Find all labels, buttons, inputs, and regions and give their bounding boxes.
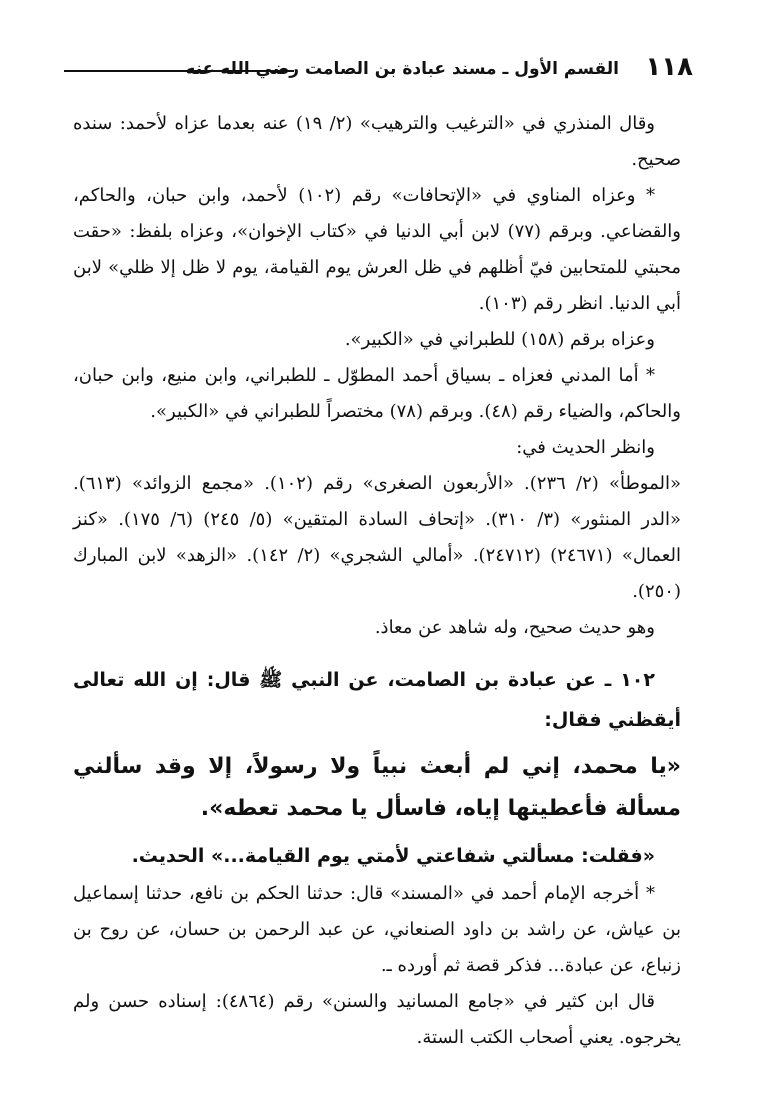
paragraph-madani: * أما المدني فعزاه ـ بسياق أحمد المطوّل ـ للطبراني، وابن منيع، وابن حبان، والحاكم، والضياء رقم (٤٨). وبرقم (٧٨) مختصراً للطبراني في «الكبير». <box>73 365 681 422</box>
paragraph-mundhiri: وقال المنذري في «الترغيب والترهيب» (٢/ ١٩) عنه بعدما عزاه لأحمد: سنده صحيح. <box>73 113 681 170</box>
paragraph-references: «الموطأ» (٢/ ٢٣٦). «الأربعون الصغرى» رقم (١٠٢). «مجمع الزوائد» (٦١٣). «الدر المنثور» (٣/ ٣١٠). «إتحاف السادة المتقين» (٥/ ٢٤٥) (٦/ ١٧٥). «كنز العمال» (٢٤٦٧١) (٢٤٧١٢). «أمالي الشجري» (٢/ ١٤٢). «الزهد» لابن المبارك (٢٥٠). <box>73 473 681 602</box>
paragraph-see-also: وانظر الحديث في: <box>516 437 655 458</box>
header-rule <box>64 70 294 72</box>
running-title: القسم الأول ـ مسند عبادة بن الصامت رضي الله عنه <box>185 59 619 79</box>
section-gap <box>73 646 681 660</box>
page-number: ١١٨ <box>645 52 693 82</box>
hadith-quote: «يا محمد، إني لم أبعث نبياً ولا رسولاً، إلا وقد سألني مسألة فأعطيتها إياه، فاسأل يا محمد تعطه». <box>73 754 681 821</box>
hadith-reply: «فقلت: مسألتي شفاعتي لأمتي يوم القيامة...» الحديث. <box>131 845 655 867</box>
paragraph-tabarani: وعزاه برقم (١٥٨) للطبراني في «الكبير». <box>344 329 655 350</box>
paragraph-grading: وهو حديث صحيح، وله شاهد عن معاذ. <box>374 617 655 638</box>
page-body <box>73 106 681 1056</box>
paragraph-munawi: * وعزاه المناوي في «الإتحافات» رقم (١٠٢) لأحمد، وابن حبان، والحاكم، والقضاعي. وبرقم (٧٧) لابن أبي الدنيا في «كتاب الإخوان»، وعزاه بلفظ: «حقت محبتي للمتحابين فيّ أظلهم في ظل العرش يوم القيامة، يوم لا ظل إلا ظلي» لابن أبي الدنيا. انظر رقم (١٠٣). <box>73 185 682 314</box>
hadith-intro: ١٠٢ ـ عن عبادة بن الصامت، عن النبي ﷺ قال: إن الله تعالى أيقظني فقال: <box>73 669 681 731</box>
paragraph-takhrij: * أخرجه الإمام أحمد في «المسند» قال: حدثنا الحكم بن نافع، حدثنا إسماعيل بن عياش، عن راشد بن داود الصنعاني، عن عبد الرحمن بن حسان، عن روح بن زنباع، عن عبادة... فذكر قصة ثم أورده ـ. <box>73 883 681 976</box>
page-header <box>64 52 693 90</box>
paragraph-ibn-kathir: قال ابن كثير في «جامع المسانيد والسنن» رقم (٤٨٦٤): إسناده حسن ولم يخرجوه. يعني أصحاب الكتب الستة. <box>73 991 681 1048</box>
